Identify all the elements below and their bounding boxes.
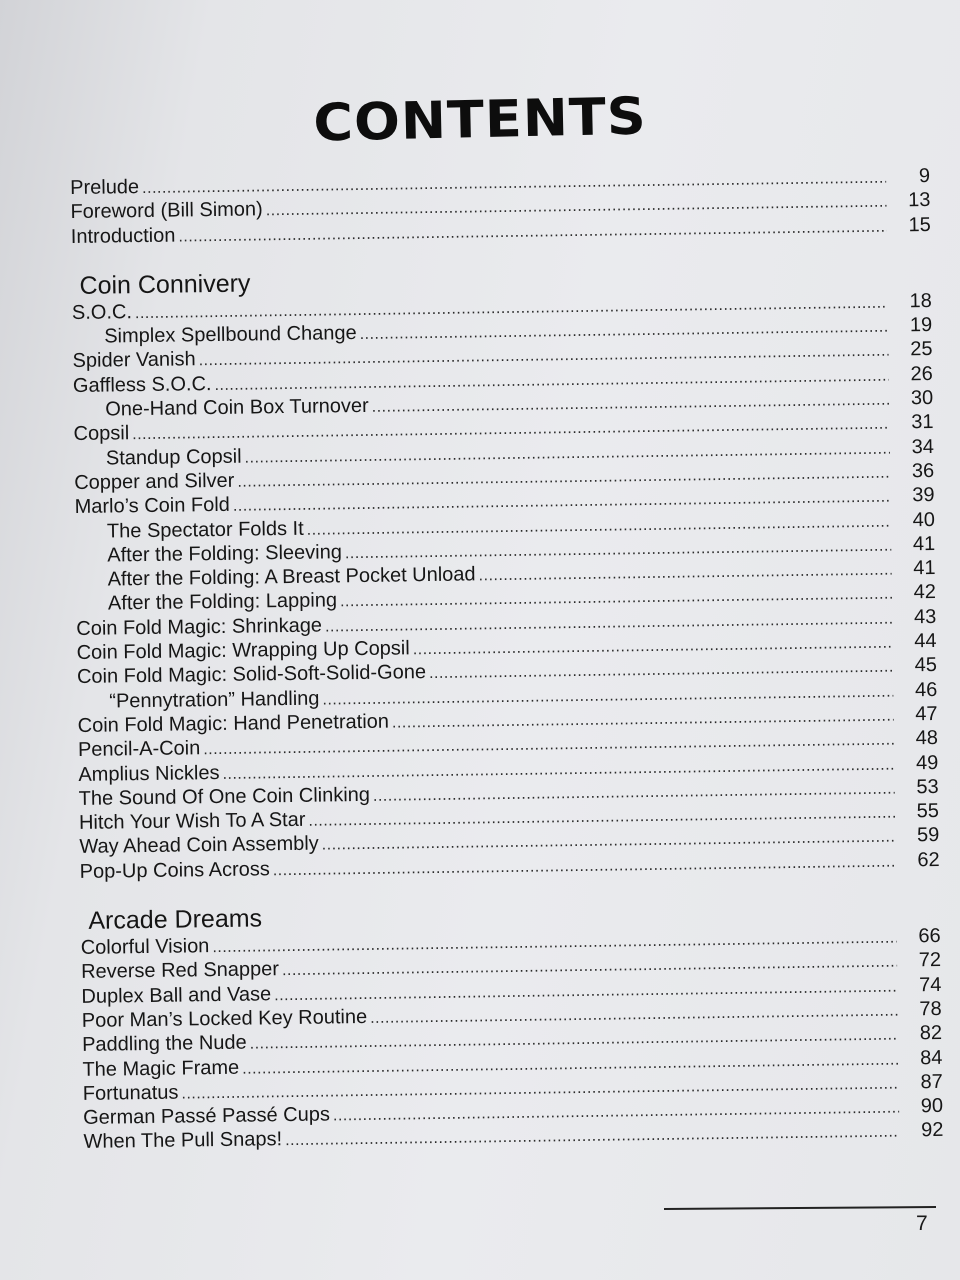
entry-title: Fortunatus (82, 1081, 179, 1105)
entry-title: Pop-Up Coins Across (79, 857, 270, 883)
entry-page-number: 34 (911, 435, 935, 458)
entry-page-number: 43 (913, 605, 937, 629)
entry-page-number: 25 (910, 338, 933, 361)
entry-title: Marlo’s Coin Fold (74, 494, 231, 519)
entry-title: Standup Copsil (105, 445, 242, 470)
entry-title: Reverse Red Snapper (80, 958, 280, 984)
entry-page-number: 55 (916, 800, 940, 823)
page-number: 7 (916, 1212, 928, 1235)
entry-title: Poor Man’s Locked Key Routine (81, 1005, 368, 1032)
entry-page-number: 30 (910, 387, 934, 410)
entry-title: “Pennytration” Handling (109, 687, 320, 713)
entry-page-number: 47 (915, 702, 938, 726)
entry-title: Coin Fold Magic: Shrinkage (76, 614, 323, 640)
entry-page-number: 72 (918, 949, 942, 972)
entry-page-number: 45 (914, 654, 938, 677)
section-heading: Coin Connivery (79, 269, 251, 300)
entry-page-number: 44 (914, 629, 937, 653)
entry-title: Hitch Your Wish To A Star (78, 808, 306, 835)
entry-page-number: 53 (916, 775, 939, 799)
entry-title: The Sound Of One Coin Clinking (78, 783, 371, 810)
entry-title: S.O.C. (71, 301, 133, 324)
entry-title: Introduction (70, 224, 176, 248)
entry-page-number: 9 (918, 164, 931, 188)
entry-page-number: 36 (911, 459, 935, 483)
entry-title: When The Pull Snaps! (83, 1128, 283, 1154)
entry-title: The Spectator Folds It (106, 517, 304, 543)
arcade-dreams-section (80, 894, 943, 1155)
entry-page-number: 74 (918, 973, 942, 996)
entry-title: Pencil-A-Coin (77, 737, 201, 762)
entry-title: Colorful Vision (80, 935, 210, 959)
entry-page-number: 49 (915, 751, 939, 774)
entry-page-number: 31 (911, 411, 934, 434)
entry-page-number: 78 (919, 997, 942, 1021)
entry-page-number: 92 (921, 1119, 944, 1142)
entry-page-number: 84 (919, 1046, 943, 1069)
entry-title: Coin Fold Magic: Hand Penetration (77, 710, 390, 737)
arcade-dreams-entries (81, 924, 944, 1155)
entry-title: German Passé Passé Cups (83, 1103, 331, 1130)
entry-page-number: 41 (912, 532, 936, 556)
entry-page-number: 19 (909, 314, 933, 337)
entry-title: Spider Vanish (72, 348, 196, 373)
entry-title: Coin Fold Magic: Wrapping Up Copsil (76, 637, 410, 664)
entry-title: Copper and Silver (74, 469, 235, 494)
entry-title: Gaffless S.O.C. (72, 372, 212, 397)
entry-page-number: 41 (913, 557, 936, 580)
front-matter-section (70, 164, 931, 249)
entry-title: The Magic Frame (82, 1056, 240, 1081)
coin-connivery-section (71, 259, 939, 884)
entry-page-number: 46 (914, 678, 938, 701)
entry-page-number: 59 (916, 824, 940, 847)
entry-title: Amplius Nickles (78, 761, 220, 786)
entry-page-number: 18 (909, 289, 932, 313)
entry-title: Duplex Ball and Vase (81, 982, 272, 1008)
entry-title: After the Folding: Sleeving (107, 541, 343, 567)
entry-page-number: 40 (912, 508, 936, 531)
entry-page-number: 15 (908, 213, 931, 236)
table-of-contents (70, 164, 944, 1177)
entry-page-number: 26 (910, 362, 933, 386)
entry-page-number: 87 (920, 1070, 943, 1094)
section-heading: Arcade Dreams (88, 904, 263, 935)
entry-page-number: 48 (915, 727, 939, 750)
entry-title: Way Ahead Coin Assembly (79, 833, 319, 859)
entry-page-number: 82 (919, 1022, 943, 1045)
entry-page-number: 66 (918, 924, 941, 948)
entry-title: After the Folding: Lapping (107, 589, 338, 615)
entry-title: One-Hand Coin Box Turnover (105, 394, 369, 421)
entry-page-number: 39 (912, 484, 935, 507)
page-title: CONTENTS (312, 86, 648, 153)
coin-connivery-entries (72, 289, 940, 884)
entry-title: Paddling the Nude (81, 1031, 247, 1057)
entry-title: Prelude (70, 176, 140, 199)
entry-title: Copsil (73, 422, 130, 446)
footer-rule (664, 1206, 936, 1210)
entry-page-number: 90 (920, 1094, 944, 1118)
entry-page-number: 42 (913, 581, 937, 604)
entry-title: Foreword (Bill Simon) (70, 198, 263, 224)
entry-title: Coin Fold Magic: Solid-Soft-Solid-Gone (76, 661, 427, 689)
entry-page-number: 62 (917, 848, 940, 871)
entry-title: Simplex Spellbound Change (104, 322, 357, 348)
entry-title: After the Folding: A Breast Pocket Unload (107, 563, 476, 591)
entry-page-number: 13 (908, 189, 931, 212)
